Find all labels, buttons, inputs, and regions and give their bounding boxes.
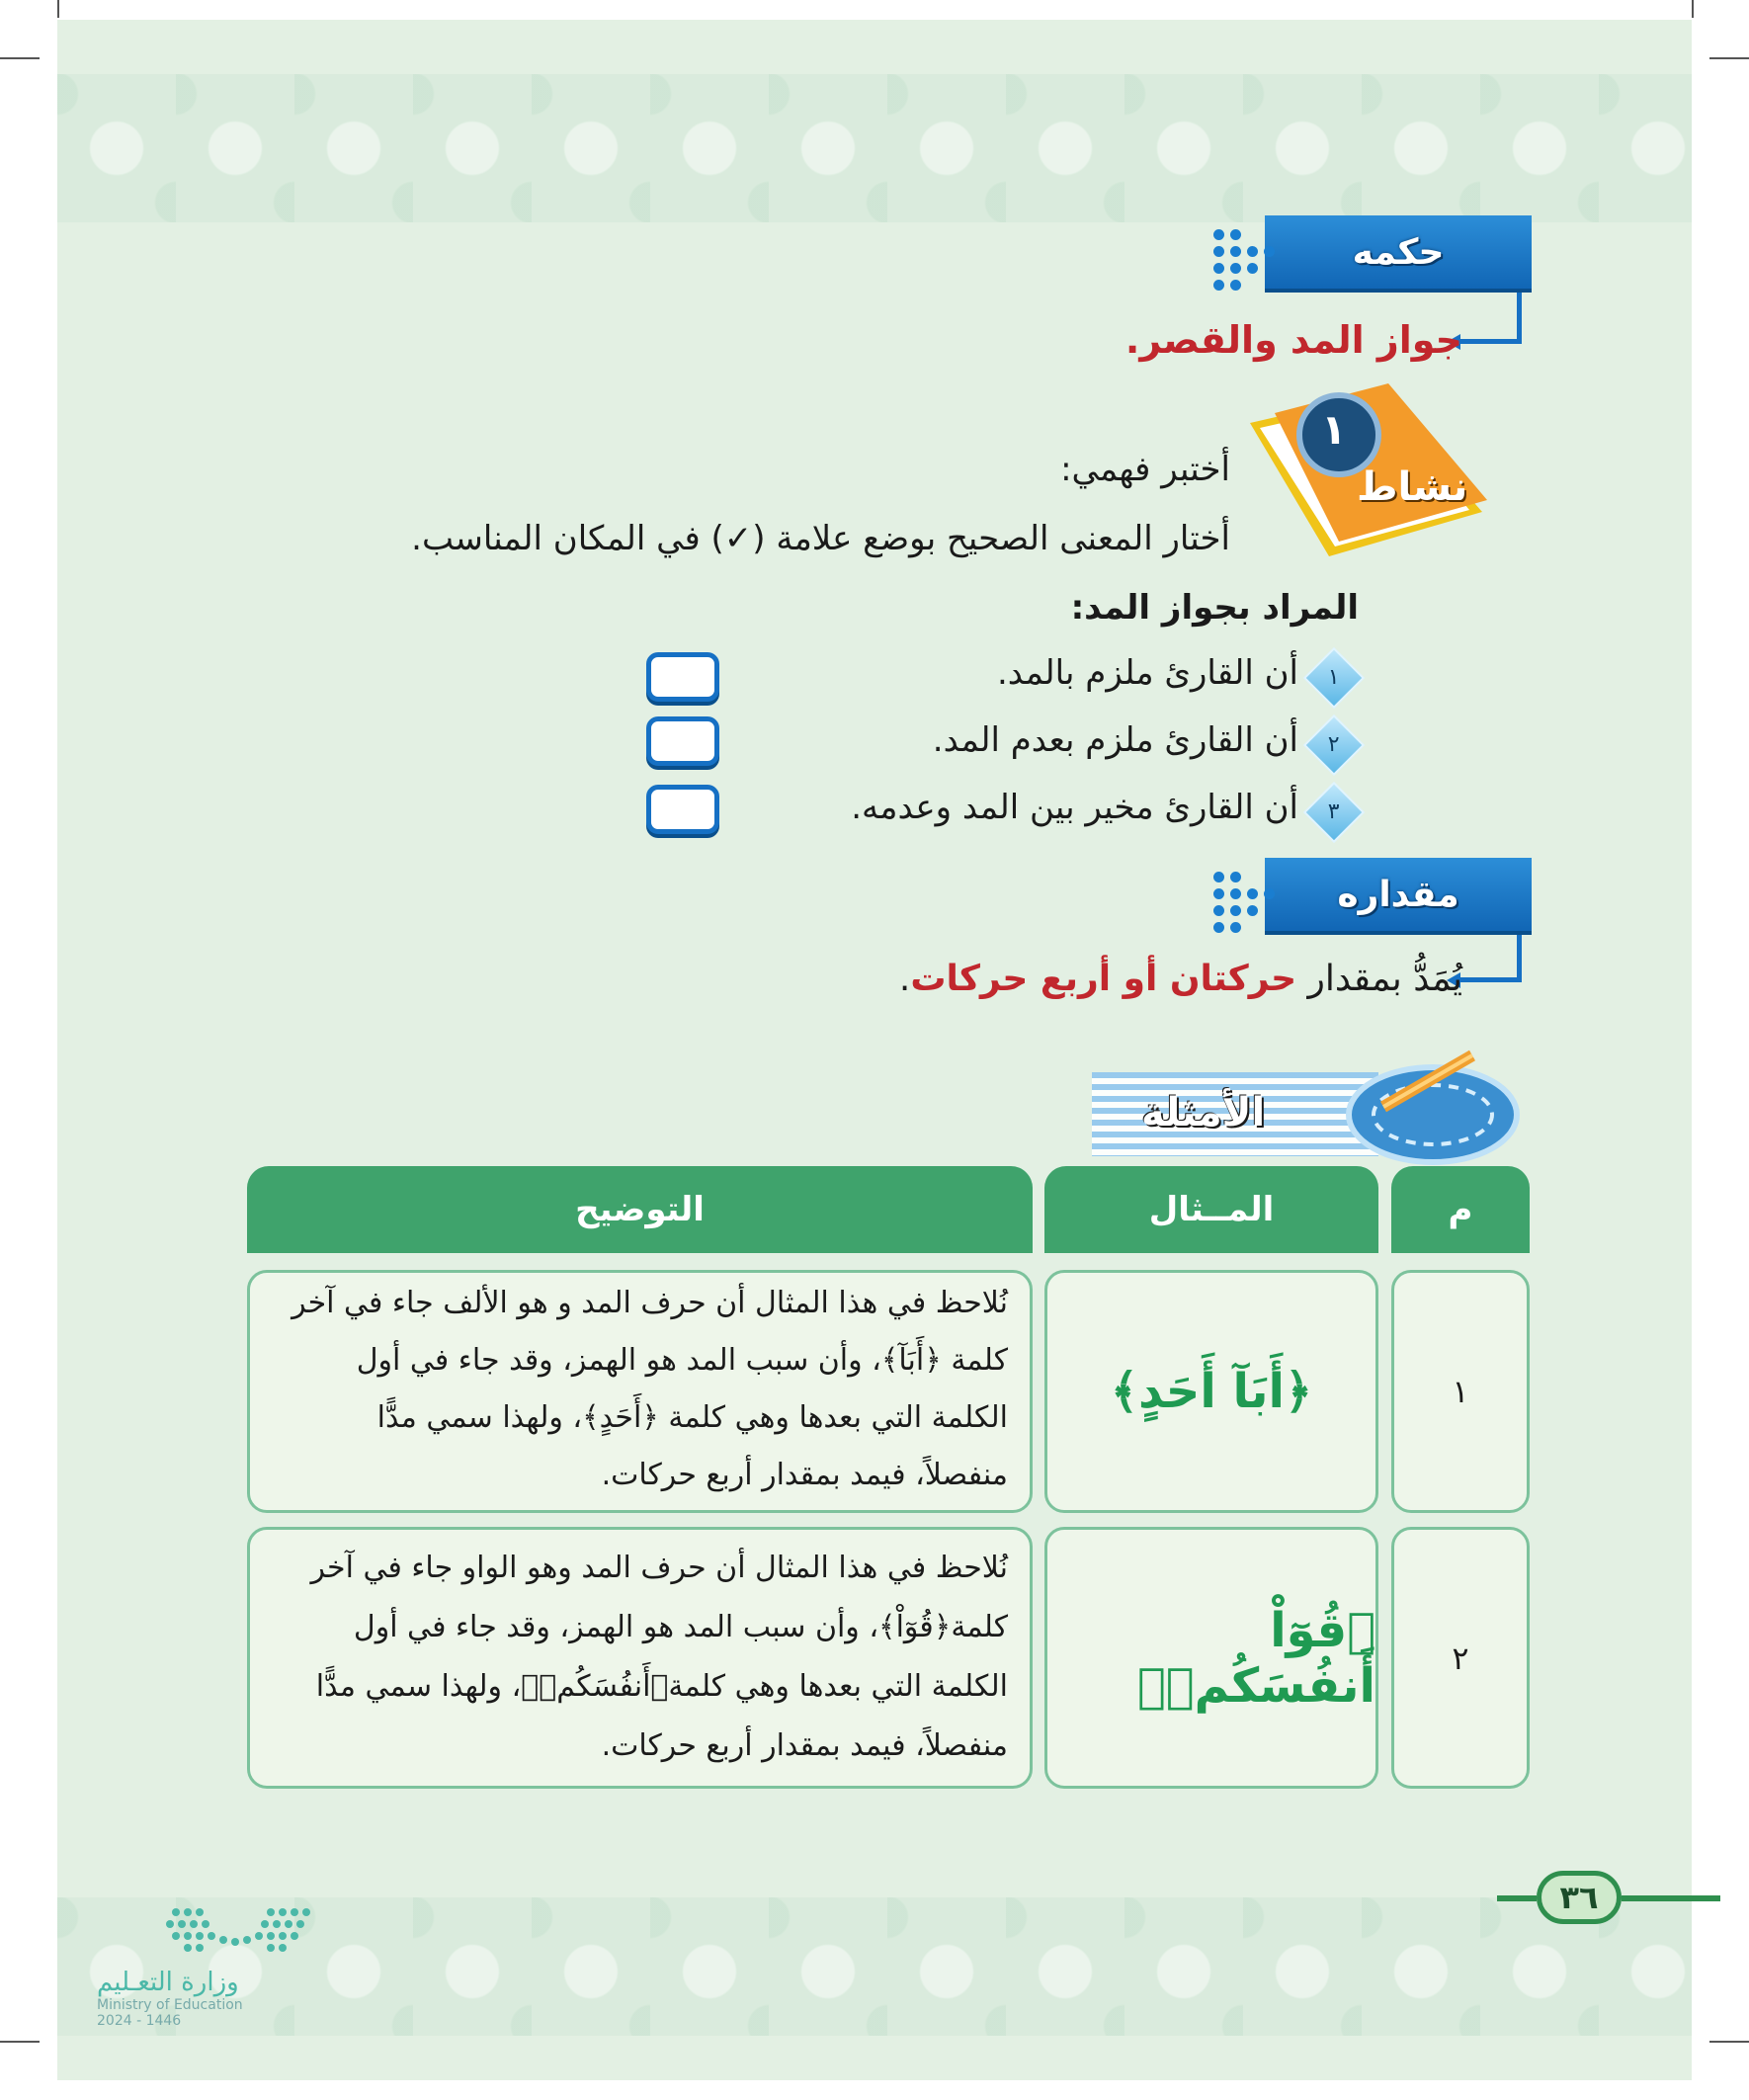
dots-decoration-icon (1213, 229, 1275, 291)
row-2-line: منفصلاً، فيمد بمقدار أربع حركات. (601, 1728, 1008, 1763)
ministry-name-en: Ministry of Education (97, 1997, 243, 2013)
activity-number: ١ (1321, 405, 1347, 454)
crop-mark (1709, 57, 1749, 59)
row-1-line: نُلاحظ في هذا المثال أن حرف المد و هو الألف جاء في آخر (292, 1286, 1008, 1320)
page-number-line (1497, 1895, 1537, 1901)
globe-pencil-icon (1324, 1048, 1522, 1166)
amount-text-end: . (898, 959, 911, 999)
ministry-name-ar: وزارة التعـليم (97, 1968, 239, 1997)
header-explanation: التوضيح (247, 1166, 1033, 1253)
crop-mark (57, 0, 59, 18)
row-2-index: ٢ (1391, 1527, 1530, 1789)
option-3 (851, 785, 1356, 834)
row-2-example-text: ﴿قُوٓاْ أَنفُسَكُمۡ﴾ (1136, 1602, 1375, 1714)
page-number-line (1622, 1895, 1720, 1901)
row-2-line: نُلاحظ في هذا المثال أن حرف المد وهو الواو جاء في آخر (310, 1551, 1008, 1585)
question-title: المراد بجواز المد: (1070, 588, 1359, 628)
answer-box-3[interactable] (646, 785, 719, 834)
row-2-line: كلمة﴿قُوٓاْ﴾، وأن سبب المد هو الهمز، وقد جاء في أول (353, 1610, 1008, 1644)
option-number-badge: ٣ (1303, 782, 1365, 843)
edition-year: 2024 - 1446 (97, 2013, 182, 2029)
activity-label: نشاط (1357, 464, 1468, 510)
row-1-example-text: ﴿أَبَآ أَحَدٍ﴾ (1110, 1364, 1313, 1419)
row-2-line: الكلمة التي بعدها وهي كلمة﴿أَنفُسَكُمۡ﴾، ولهذا سمي مدًّا (315, 1669, 1008, 1704)
bracket-arrow-icon (1453, 935, 1522, 982)
bracket-arrow-icon (1453, 293, 1522, 344)
crop-mark (0, 2041, 40, 2043)
activity-badge (1240, 383, 1492, 566)
option-number-badge: ٢ (1303, 714, 1365, 776)
row-1-explanation (247, 1270, 1033, 1513)
answer-box-1[interactable] (646, 652, 719, 702)
wisdom-title: حكمه (1352, 231, 1445, 273)
row-2-example (1044, 1527, 1378, 1789)
amount-text (899, 955, 1462, 1004)
wisdom-text: جواز المد والقصر. (1124, 318, 1462, 362)
row-1-line: كلمة ﴿أَبَآ﴾، وأن سبب المد هو الهمز، وقد جاء في أول (356, 1343, 1008, 1378)
activity-heading: أختبر فهمي: (1060, 450, 1230, 489)
row-1-example (1044, 1270, 1378, 1513)
activity-instruction: أختار المعنى الصحيح بوضع علامة (✓) في المكان المناسب. (411, 519, 1230, 558)
option-2 (933, 717, 1356, 767)
top-ornament-band (57, 74, 1692, 222)
row-2-explanation (247, 1527, 1033, 1789)
wisdom-header-tab (1265, 215, 1532, 293)
row-1-line: منفصلاً، فيمد بمقدار أربع حركات. (601, 1458, 1008, 1492)
option-3-text: أن القارئ مخير بين المد وعدمه. (851, 788, 1298, 827)
dots-decoration-icon (1213, 872, 1275, 933)
ministry-dots-icon (97, 1902, 324, 1962)
header-example: المــثال (1044, 1166, 1378, 1253)
crop-mark (0, 57, 40, 59)
option-2-text: أن القارئ ملزم بعدم المد. (932, 720, 1298, 760)
amount-title: مقداره (1337, 874, 1459, 915)
amount-header-tab (1265, 858, 1532, 935)
crop-mark (1692, 0, 1694, 18)
row-1-index: ١ (1391, 1270, 1530, 1513)
option-1 (997, 650, 1356, 700)
option-1-text: أن القارئ ملزم بالمد. (996, 653, 1298, 693)
answer-box-2[interactable] (646, 716, 719, 766)
header-index: م (1391, 1166, 1530, 1253)
examples-title: الأمثلة (1141, 1090, 1266, 1135)
option-number-badge: ١ (1303, 647, 1365, 709)
amount-text-start: يُمَدُّ بمقدار (1296, 959, 1462, 999)
page-number: ٣٦ (1537, 1871, 1622, 1924)
crop-mark (1709, 2041, 1749, 2043)
ministry-logo (97, 1902, 324, 2029)
row-1-line: الكلمة التي بعدها وهي كلمة ﴿أَحَدٍ﴾، ولهذا سمي مدًّا (376, 1400, 1008, 1435)
amount-highlight: حركتان أو أربع حركات (910, 959, 1297, 999)
